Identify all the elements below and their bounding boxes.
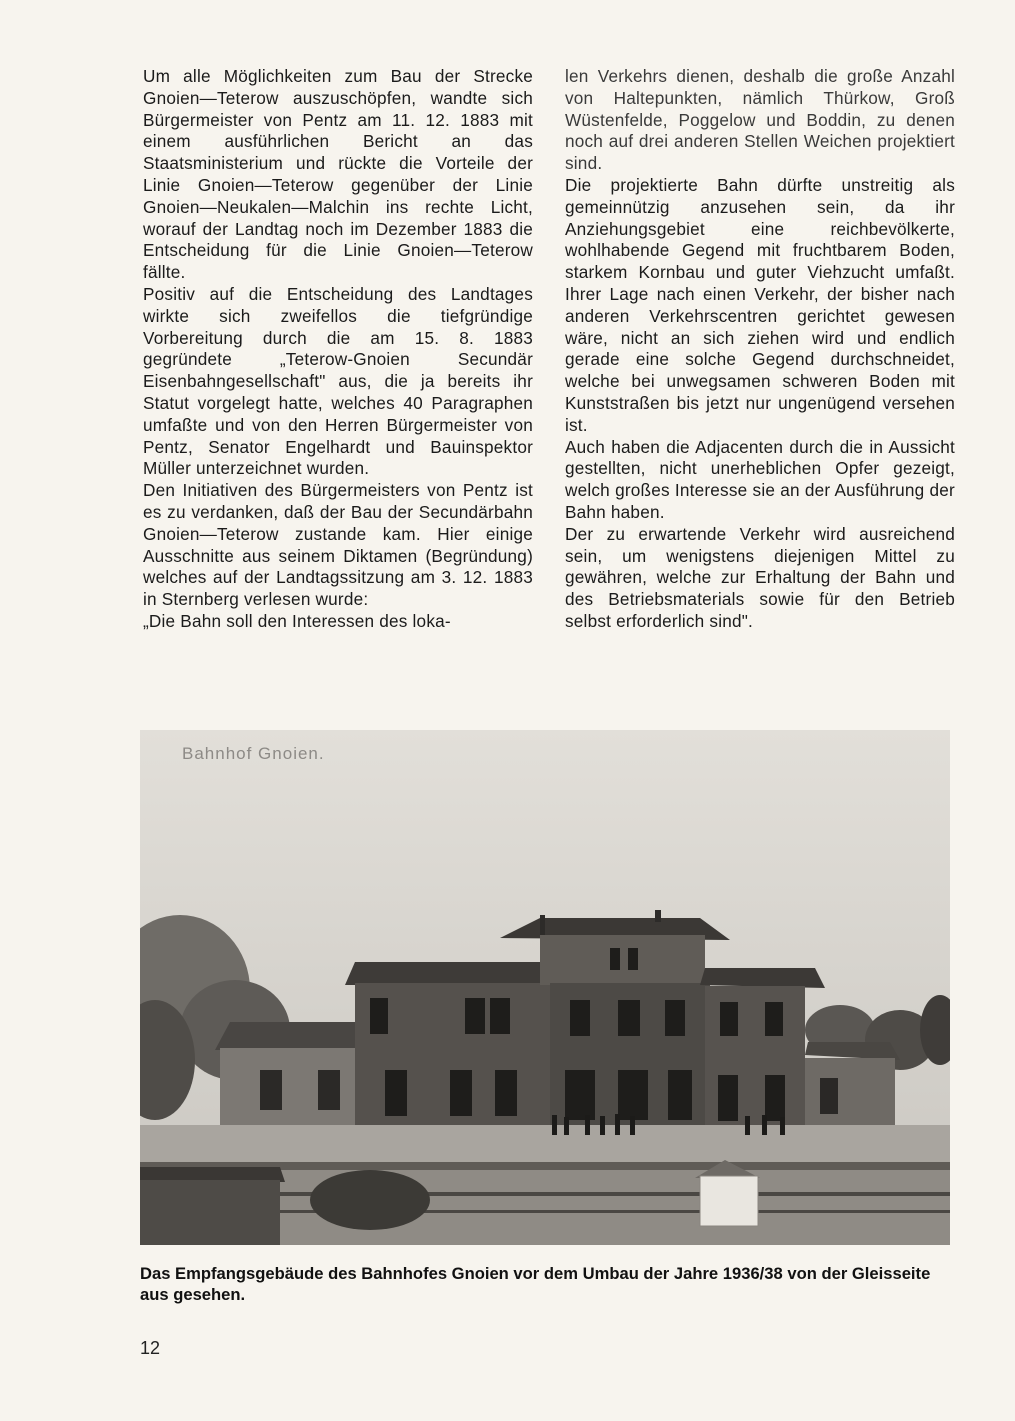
photo-handwritten-label: Bahnhof Gnoien. xyxy=(182,744,325,763)
paragraph: Der zu erwartende Verkehr wird ausreichend sein, um wenigstens diejenigen Mittel zu gewähren, welche zur Erhaltung der Bahn und des Betriebsmaterials sowie für den Betrieb selbst erforderlich sind". xyxy=(565,523,955,631)
paragraph: len Verkehrs dienen, deshalb die große Anzahl von Haltepunkten, nämlich Thürkow, Groß Wüstenfelde, Poggelow und Boddin, zu denen noch auf drei anderen Stellen Weichen projektiert sind. xyxy=(565,66,955,174)
paragraph: Den Initiativen des Bürgermeisters von Pentz ist es zu verdanken, daß der Bau der Secundärbahn Gnoien—Teterow zustande kam. Hier einige Ausschnitte aus seinem Diktamen (Begründung) welches auf der Landtagssitzung am 3. 12. 1883 in Sternberg verlesen wurde: xyxy=(143,480,533,610)
paragraph: Auch haben die Adjacenten durch die in Aussicht gestellten, nicht unerheblichen Opfer gezeigt, welch großes Interesse sie an der Ausführung der Bahn haben. xyxy=(565,436,955,522)
right-text-column xyxy=(565,66,955,633)
paragraph: Die projektierte Bahn dürfte unstreitig als gemeinnützig anzusehen sein, da ihr Anziehungsgebiet eine reichbevölkerte, wohlhabende Gegend mit fruchtbarem Boden, starkem Kornbau und guter Viehzucht umfaßt. Ihrer Lage nach einen Verkehr, der bisher nach anderen Verkehrscentren gerichtet gewesen wäre, nicht an sich ziehen wird und endlich gerade eine solche Gegend durchschneidet, welche bei unwegsamen schweren Boden mit Kunststraßen bis jetzt nur ungenügend versehen ist. xyxy=(565,174,955,435)
photo-caption: Das Empfangsgebäude des Bahnhofes Gnoien vor dem Umbau der Jahre 1936/38 von der Gleisseite aus gesehen. xyxy=(140,1264,931,1304)
paragraph: „Die Bahn soll den Interessen des loka- xyxy=(143,610,451,631)
paragraph: Positiv auf die Entscheidung des Landtages wirkte sich zweifellos die tiefgründige Vorbereitung durch die am 15. 8. 1883 gegründete „Teterow-Gnoien Secundär Eisenbahngesellschaft" aus, die ja bereits ihr Statut vorgelegt hatte, welches 40 Paragraphen umfaßte und von den Herren Bürgermeister von Pentz, Senator Engelhardt und Bauinspektor Müller unterzeichnet wurden. xyxy=(143,283,533,479)
paragraph: Um alle Möglichkeiten zum Bau der Strecke Gnoien—Teterow auszuschöpfen, wandte sich Bürgermeister von Pentz am 11. 12. 1883 mit einem ausführlichen Bericht an das Staatsministerium und rückte die Vorteile der Linie Gnoien—Teterow gegenüber der Linie Gnoien—Neukalen—Malchin ins rechte Licht, worauf der Landtag noch im Dezember 1883 die Entscheidung für die Linie Gnoien—Teterow fällte. xyxy=(143,66,533,283)
page-number: 12 xyxy=(140,1338,161,1358)
station-photograph xyxy=(140,730,950,1245)
station-building-image xyxy=(140,730,950,1245)
left-text-column xyxy=(143,66,533,633)
